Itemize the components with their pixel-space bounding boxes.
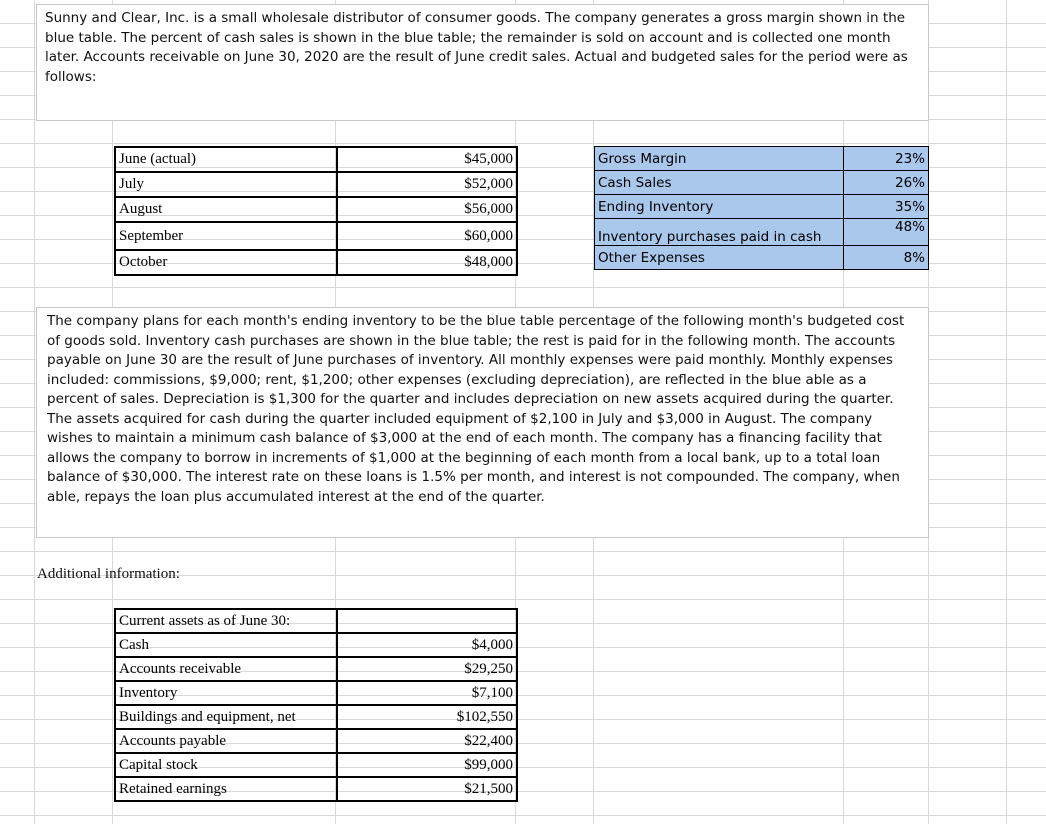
sales-amount-cell[interactable]: $48,000: [337, 250, 517, 275]
sales-month-cell[interactable]: July: [115, 172, 337, 197]
intro-text: Sunny and Clear, Inc. is a small wholesale distributor of consumer goods. The company generates a gross margin shown in the blue table. The percent of cash sales is shown in the blue table; the remainder is sold on account and is collected one month later. Accounts receivable on June 30, 2020 are the result of June credit sales. Actual and budgeted sales for the period were as follows:: [45, 10, 908, 85]
table-row: [595, 246, 929, 270]
asset-amount-cell[interactable]: $29,250: [337, 657, 517, 681]
sales-amount-cell[interactable]: $60,000: [337, 222, 517, 250]
sales-month-cell[interactable]: August: [115, 197, 337, 222]
asset-label-cell[interactable]: Capital stock: [115, 753, 337, 777]
sales-table: [114, 146, 518, 276]
sales-amount-cell[interactable]: $52,000: [337, 172, 517, 197]
assumption-label-cell[interactable]: Cash Sales: [595, 171, 844, 195]
assumption-label-cell[interactable]: Ending Inventory: [595, 195, 844, 219]
asset-amount-cell[interactable]: $22,400: [337, 729, 517, 753]
table-row: [115, 753, 517, 777]
table-row: [115, 222, 517, 250]
assumption-value-cell[interactable]: 48%: [844, 219, 929, 246]
intro-text-box[interactable]: [36, 4, 929, 121]
current-assets-table: [114, 608, 518, 802]
sales-month-cell[interactable]: September: [115, 222, 337, 250]
table-row: [115, 633, 517, 657]
table-row: [115, 197, 517, 222]
assets-header-cell[interactable]: Current assets as of June 30:: [115, 609, 337, 633]
assumption-label-cell[interactable]: Other Expenses: [595, 246, 844, 270]
sales-month-cell[interactable]: October: [115, 250, 337, 275]
table-row: [115, 250, 517, 275]
asset-amount-cell[interactable]: $102,550: [337, 705, 517, 729]
plan-text: The company plans for each month's ending inventory to be the blue table percentage of the following month's budgeted cost of goods sold. Inventory cash purchases are shown in the blue table; the rest is paid for in the following month. The accounts payable on June 30 are the result of June purchases of inventory. All monthly expenses were paid monthly. Monthly expenses included: commissions, $9,000; rent, $1,200; other expenses (excluding depreciation), are reflected in the blue able as a percent of sales. Depreciation is $1,300 for the quarter and includes depreciation on new assets acquired during the quarter. The assets acquired for cash during the quarter included equipment of $2,100 in July and $3,000 in August. The company wishes to maintain a minimum cash balance of $3,000 at the end of each month. The company has a financing facility that allows the company to borrow in increments of $1,000 at the beginning of each month from a local bank, up to a total loan balance of $30,000. The interest rate on these loans is 1.5% per month, and interest is not compounded. The company, when able, repays the loan plus accumulated interest at the end of the quarter.: [47, 313, 905, 505]
asset-label-cell[interactable]: Accounts payable: [115, 729, 337, 753]
assumption-value-cell[interactable]: 8%: [844, 246, 929, 270]
table-row: [115, 147, 517, 172]
plan-text-box[interactable]: [36, 307, 929, 538]
sales-amount-cell[interactable]: $56,000: [337, 197, 517, 222]
sales-amount-cell[interactable]: $45,000: [337, 147, 517, 172]
table-row: [115, 777, 517, 801]
asset-label-cell[interactable]: Retained earnings: [115, 777, 337, 801]
table-row: [595, 195, 929, 219]
table-row: [115, 729, 517, 753]
assumption-value-cell[interactable]: 23%: [844, 147, 929, 171]
asset-label-cell[interactable]: Accounts receivable: [115, 657, 337, 681]
blue-assumptions-table: [594, 146, 929, 270]
asset-amount-cell[interactable]: $7,100: [337, 681, 517, 705]
asset-label-cell[interactable]: Inventory: [115, 681, 337, 705]
assumption-label-cell[interactable]: Gross Margin: [595, 147, 844, 171]
table-row: [115, 657, 517, 681]
sales-month-cell[interactable]: June (actual): [115, 147, 337, 172]
asset-label-cell[interactable]: Buildings and equipment, net: [115, 705, 337, 729]
table-row: [115, 705, 517, 729]
table-row: [115, 681, 517, 705]
assumption-value-cell[interactable]: 26%: [844, 171, 929, 195]
table-row: [115, 609, 517, 633]
empty-cell[interactable]: [337, 609, 517, 633]
additional-info-label[interactable]: Additional information:: [37, 566, 180, 582]
asset-amount-cell[interactable]: $4,000: [337, 633, 517, 657]
table-row: [115, 172, 517, 197]
asset-amount-cell[interactable]: $21,500: [337, 777, 517, 801]
asset-label-cell[interactable]: Cash: [115, 633, 337, 657]
asset-amount-cell[interactable]: $99,000: [337, 753, 517, 777]
table-row: [595, 219, 929, 246]
table-row: [595, 147, 929, 171]
assumption-value-cell[interactable]: 35%: [844, 195, 929, 219]
assumption-label-cell[interactable]: Inventory purchases paid in cash: [595, 219, 844, 246]
table-row: [595, 171, 929, 195]
